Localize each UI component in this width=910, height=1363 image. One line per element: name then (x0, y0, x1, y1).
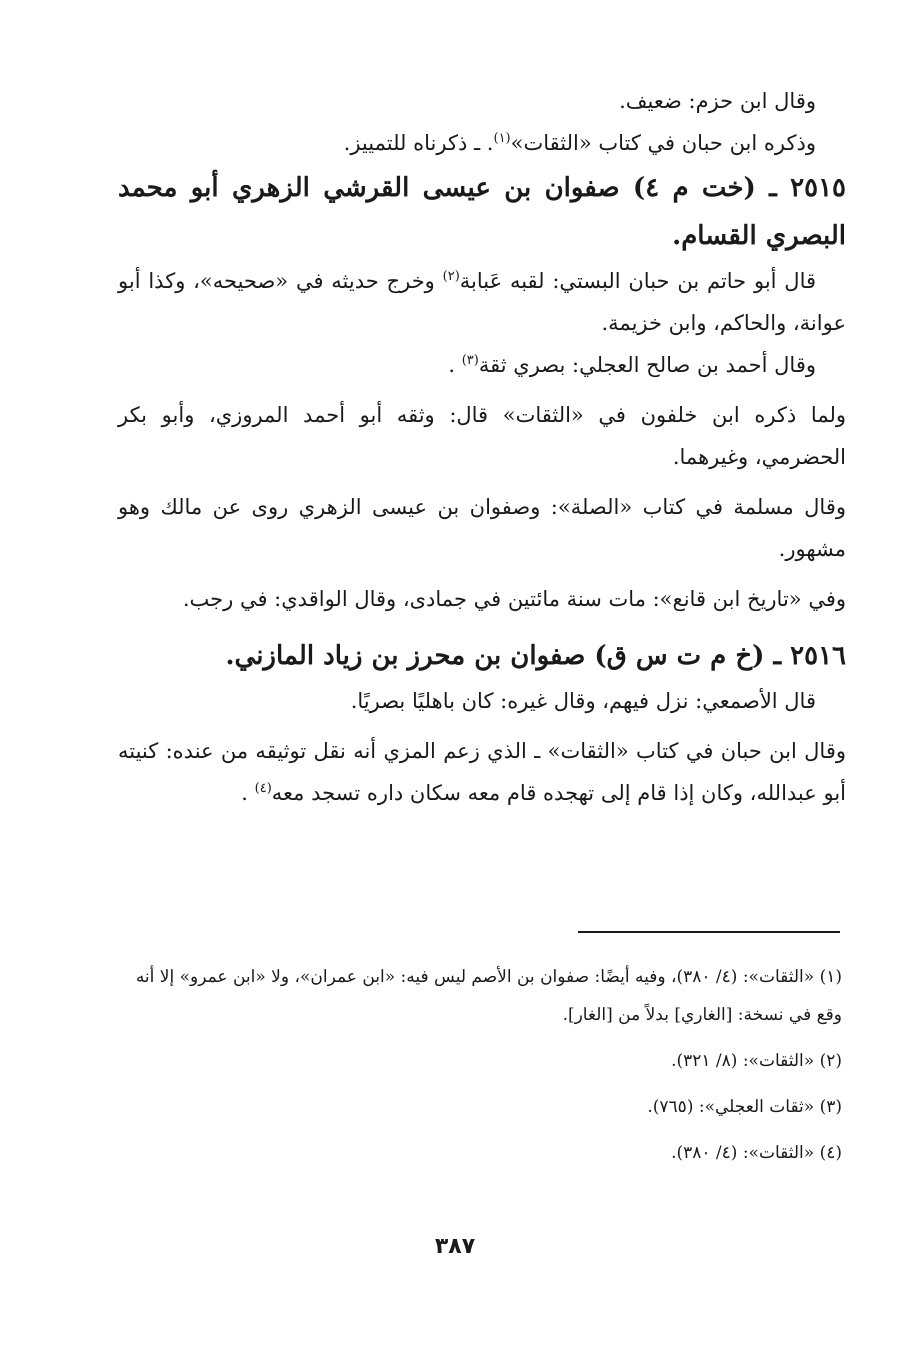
text-line (118, 80, 846, 122)
footnote: (٣) «ثقات العجلي»: (٧٦٥). (647, 1097, 842, 1117)
footnote-ref: (٤) (254, 781, 272, 796)
footnote-ref: (٢) (442, 269, 460, 284)
text-span: . ـ ذكرناه للتمييز. (343, 131, 494, 155)
footnote-ref: (٣) (461, 353, 479, 368)
footnote-separator (578, 931, 840, 933)
footnote: (٢) «الثقات»: (٨/ ٣٢١). (671, 1051, 842, 1071)
text-span: . (448, 353, 462, 377)
text-span: قال أبو حاتم بن حبان البستي: لقبه عَبابة (459, 269, 816, 293)
text-line (118, 260, 846, 344)
footnotes (130, 958, 842, 1180)
entry-heading: ٢٥١٥ ـ (خت م ٤) صفوان بن عيسى القرشي الزهري أبو محمد البصري القسام. (118, 173, 846, 251)
page-number: ٣٨٧ (434, 1234, 476, 1259)
text-span: وقال ابن حبان في كتاب «الثقات» ـ الذي زعم المزي أنه نقل توثيقه من عنده: كنيته أبو عبدالله، وكان إذا قام إلى تهجده قام معه سكان داره تسجد معه (118, 739, 846, 805)
main-text (118, 80, 846, 814)
text-span: . (241, 781, 255, 805)
text-line: ولما ذكره ابن خلفون في «الثقات» قال: وثقه أبو أحمد المروزي، وأبو بكر الحضرمي، وغيرهما. (118, 403, 846, 469)
text-line (118, 344, 846, 386)
text-span: وقال أحمد بن صالح العجلي: بصري ثقة (478, 353, 816, 377)
footnote-ref: (١) (493, 131, 511, 146)
text-line: وقال مسلمة في كتاب «الصلة»: وصفوان بن عيسى الزهري روى عن مالك وهو مشهور. (118, 495, 846, 561)
text-line: وفي «تاريخ ابن قانع»: مات سنة مائتين في جمادى، وقال الواقدي: في رجب. (182, 587, 846, 611)
footnote: (١) «الثقات»: (٤/ ٣٨٠)، وفيه أيضًا: صفوان بن الأصم ليس فيه: «ابن عمران»، ولا «ابن عمرو» إلا أنه وقع في نسخة: [الغاري] بدلاً من [الغار]. (135, 967, 842, 1025)
text-span: وخرج حديثه في «صحيحه»، وكذا أبو عوانة، والحاكم، وابن خزيمة. (118, 269, 846, 335)
entry-heading: ٢٥١٦ ـ (خ م ت س ق) صفوان بن محرز بن زياد المازني. (225, 641, 846, 671)
text-line: قال الأصمعي: نزل فيهم، وقال غيره: كان باهليًا بصريًا. (350, 689, 816, 713)
footnote: (٤) «الثقات»: (٤/ ٣٨٠). (671, 1143, 842, 1163)
text-span: وقال ابن حزم: ضعيف. (619, 89, 816, 113)
text-span: وذكره ابن حبان في كتاب «الثقات» (510, 131, 816, 155)
text-line (118, 122, 846, 164)
text-line (118, 730, 846, 814)
